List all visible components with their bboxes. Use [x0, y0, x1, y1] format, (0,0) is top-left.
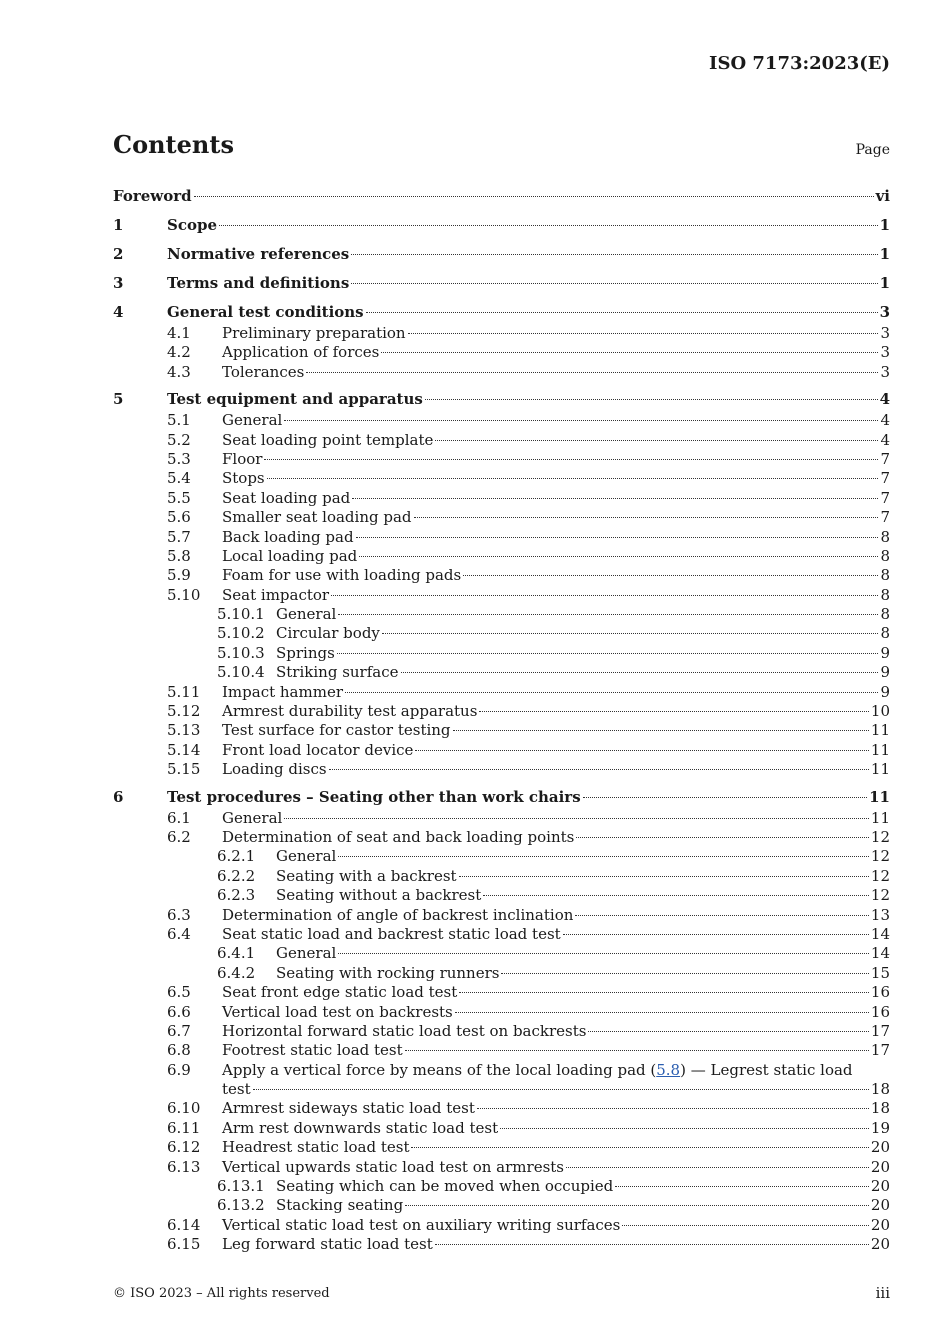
dot-leader: [477, 1108, 869, 1109]
toc-entry-page: 14: [870, 924, 890, 943]
dot-leader: [337, 653, 879, 654]
toc-entry-label: Stops: [222, 469, 265, 488]
toc-entry[interactable]: [113, 547, 890, 566]
toc-entry[interactable]: [113, 184, 890, 208]
toc-entry[interactable]: [113, 644, 890, 663]
toc-entry-label: Scope: [167, 216, 218, 234]
toc-entry-label: Stacking seating: [276, 1196, 404, 1215]
dot-leader: [366, 312, 878, 313]
footer-page-number: iii: [875, 1284, 890, 1302]
toc-entry-label: Vertical upwards static load test on armrests: [222, 1157, 564, 1176]
toc-entry[interactable]: [113, 242, 890, 266]
toc-entry-number: 6.2.1: [217, 847, 256, 866]
toc-entry-page: 8: [880, 585, 890, 604]
toc-entry[interactable]: [113, 213, 890, 237]
toc-entry[interactable]: [113, 1138, 890, 1157]
toc-entry-page: 17: [870, 1021, 890, 1040]
dot-leader: [435, 1244, 869, 1245]
toc-entry-number: 6.8: [167, 1041, 191, 1060]
toc-entry-number: 6.4.1: [217, 944, 256, 963]
toc-entry-page: 1: [879, 245, 890, 263]
dot-leader: [463, 575, 878, 576]
toc-entry-number: 6.15: [167, 1235, 201, 1254]
toc-entry-number: 6.1: [167, 808, 191, 827]
toc-entry-label: Preliminary preparation: [222, 324, 406, 342]
cross-reference-link[interactable]: 5.8: [656, 1060, 681, 1079]
toc-entry-number: 4.1: [167, 324, 191, 342]
toc-entry-number: 5.9: [167, 566, 191, 585]
toc-entry[interactable]: [113, 586, 890, 605]
dot-leader: [405, 1205, 869, 1206]
toc-entry[interactable]: [113, 809, 890, 828]
dot-leader: [408, 333, 879, 334]
toc-entry-number: 5: [113, 390, 124, 409]
toc-entry-number: 5.13: [167, 721, 201, 740]
dot-leader: [381, 352, 878, 353]
toc-entry-page: 3: [880, 343, 890, 362]
toc-entry[interactable]: [113, 431, 890, 450]
toc-entry-label: Seat front edge static load test: [222, 983, 458, 1002]
dot-leader: [566, 1167, 869, 1168]
toc-entry-page: 7: [880, 449, 890, 468]
dot-leader: [359, 556, 878, 557]
toc-entry[interactable]: [113, 702, 890, 721]
toc-entry-page: 12: [870, 866, 890, 885]
toc-entry-number: 5.6: [167, 508, 191, 527]
toc-entry-label: Smaller seat loading pad: [222, 508, 412, 527]
toc-entry[interactable]: [113, 566, 890, 585]
toc-entry-page: 9: [880, 643, 890, 662]
toc-entry-label: Seat loading point template: [222, 430, 434, 449]
toc-entry-number: 5.10.2: [217, 624, 265, 643]
dot-leader: [483, 895, 869, 896]
toc-entry-page: 3: [880, 362, 890, 381]
dot-leader: [352, 498, 878, 499]
toc-entry-label: Foam for use with loading pads: [222, 566, 462, 585]
toc-entry-page: 11: [870, 740, 890, 759]
toc-entry[interactable]: [113, 411, 890, 430]
toc-entry-label: Test surface for castor testing: [222, 721, 451, 740]
toc-entry[interactable]: [113, 683, 890, 702]
toc-entry-number: 5.15: [167, 760, 201, 779]
toc-entry[interactable]: [113, 925, 890, 944]
dot-leader: [588, 1031, 868, 1032]
toc-entry[interactable]: [113, 605, 890, 624]
dot-leader: [331, 595, 878, 596]
toc-entry[interactable]: [113, 1158, 890, 1177]
page-title: Contents: [113, 130, 234, 159]
toc-entry-number: 6: [113, 787, 124, 806]
toc-entry-label: Armrest sideways static load test: [222, 1099, 475, 1118]
toc-entry-page: 20: [870, 1177, 890, 1196]
toc-entry-label: Armrest durability test apparatus: [222, 702, 478, 721]
dot-leader: [253, 1089, 869, 1090]
toc-entry-label: Local loading pad: [222, 546, 358, 565]
toc-entry[interactable]: [113, 983, 890, 1002]
toc-entry-label: Circular body: [276, 624, 380, 643]
toc-entry-page: 12: [870, 827, 890, 846]
dot-leader: [284, 420, 878, 421]
toc-entry-page: 7: [880, 469, 890, 488]
dot-leader: [453, 730, 869, 731]
toc-entry[interactable]: [113, 300, 890, 324]
toc-entry-page: 20: [870, 1157, 890, 1176]
dot-leader: [500, 1128, 869, 1129]
toc-entry-number: 4: [113, 303, 124, 321]
toc-entry[interactable]: [113, 343, 890, 362]
toc-entry-label: Front load locator device: [222, 740, 414, 759]
toc-entry[interactable]: [113, 508, 890, 527]
dot-leader: [356, 537, 879, 538]
document-code: ISO 7173:2023(E): [709, 53, 890, 74]
toc-entry-label: Back loading pad: [222, 527, 354, 546]
page-column-label: Page: [855, 142, 890, 158]
toc-entry[interactable]: [113, 528, 890, 547]
toc-entry[interactable]: [113, 624, 890, 643]
toc-entry-label: Test equipment and apparatus: [167, 390, 423, 409]
toc-entry-number: 6.13.2: [217, 1196, 265, 1215]
toc-entry-page: 20: [870, 1235, 890, 1254]
table-of-contents: [113, 184, 890, 1255]
toc-entry-label: Leg forward static load test: [222, 1235, 433, 1254]
toc-entry-number: 6.13: [167, 1157, 201, 1176]
toc-entry-page: 4: [880, 430, 890, 449]
toc-entry-page: 8: [880, 546, 890, 565]
toc-entry-label: Apply a vertical force by means of the local loading pad (: [222, 1060, 657, 1079]
toc-entry-page: 8: [880, 605, 890, 624]
toc-entry-page: 4: [880, 411, 890, 430]
toc-entry-label: Test procedures – Seating other than work chairs: [167, 787, 581, 806]
toc-entry-label: Springs: [276, 643, 335, 662]
toc-entry-page: 20: [870, 1138, 890, 1157]
dot-leader: [345, 692, 878, 693]
toc-entry-label-continued: test: [222, 1080, 251, 1099]
dot-leader: [351, 254, 877, 255]
toc-entry-label: Application of forces: [222, 343, 380, 362]
toc-entry-page: 7: [880, 488, 890, 507]
toc-entry[interactable]: [113, 964, 890, 983]
toc-entry[interactable]: [113, 1196, 890, 1215]
toc-entry[interactable]: [113, 785, 890, 809]
dot-leader: [615, 1186, 869, 1187]
toc-entry[interactable]: [113, 1041, 890, 1060]
toc-entry-number: 6.13.1: [217, 1177, 265, 1196]
dot-leader: [306, 372, 878, 373]
toc-entry[interactable]: [113, 886, 890, 905]
toc-entry-label: Arm rest downwards static load test: [222, 1118, 499, 1137]
dot-leader: [338, 856, 869, 857]
toc-entry-label: Footrest static load test: [222, 1041, 403, 1060]
toc-entry-page: vi: [875, 187, 890, 205]
toc-entry-page: 19: [870, 1118, 890, 1137]
toc-entry-page: 10: [870, 702, 890, 721]
toc-entry[interactable]: [113, 721, 890, 740]
toc-entry-label: Floor: [222, 449, 263, 468]
toc-entry-number: 5.10.4: [217, 663, 265, 682]
toc-entry-label: Terms and definitions: [167, 274, 350, 292]
dot-leader: [563, 934, 869, 935]
footer-copyright: © ISO 2023 – All rights reserved: [113, 1286, 330, 1301]
toc-entry-number: 5.1: [167, 411, 191, 430]
toc-entry[interactable]: [113, 867, 890, 886]
toc-entry-number: 6.12: [167, 1138, 201, 1157]
toc-entry-label: Foreword: [113, 187, 192, 205]
toc-entry-number: 6.3: [167, 905, 191, 924]
toc-entry-page: 8: [880, 624, 890, 643]
toc-entry-page: 12: [870, 886, 890, 905]
dot-leader: [401, 672, 879, 673]
toc-entry[interactable]: [113, 1119, 890, 1138]
toc-entry-page: 11: [869, 787, 890, 806]
toc-entry-label: Striking surface: [276, 663, 399, 682]
toc-entry-page: 11: [870, 760, 890, 779]
toc-entry[interactable]: [113, 387, 890, 411]
toc-entry-page: 20: [870, 1196, 890, 1215]
toc-entry-number: 5.10.1: [217, 605, 265, 624]
toc-entry-number: 6.2: [167, 827, 191, 846]
toc-entry[interactable]: [113, 828, 890, 847]
dot-leader: [382, 633, 879, 634]
dot-leader: [351, 283, 877, 284]
toc-entry-number: 6.7: [167, 1021, 191, 1040]
toc-entry-number: 1: [113, 216, 124, 234]
toc-entry-page: 16: [870, 983, 890, 1002]
toc-entry-number: 6.4.2: [217, 963, 256, 982]
toc-entry-number: 2: [113, 245, 124, 263]
toc-entry-page: 15: [870, 963, 890, 982]
toc-entry-number: 5.14: [167, 740, 201, 759]
toc-entry-label: Vertical load test on backrests: [222, 1002, 453, 1021]
toc-entry-page: 3: [879, 303, 890, 321]
toc-entry-label: Seat impactor: [222, 585, 330, 604]
dot-leader: [414, 517, 879, 518]
toc-entry-number: 6.6: [167, 1002, 191, 1021]
toc-entry-number: 5.5: [167, 488, 191, 507]
toc-entry-number: 5.11: [167, 682, 201, 701]
dot-leader: [425, 399, 878, 400]
toc-entry-label: General: [276, 944, 337, 963]
toc-entry-label: Vertical static load test on auxiliary writing surfaces: [222, 1215, 621, 1234]
dot-leader: [479, 711, 869, 712]
dot-leader: [575, 915, 869, 916]
toc-entry[interactable]: [113, 450, 890, 469]
toc-entry[interactable]: [113, 363, 890, 382]
toc-entry-number: 4.3: [167, 362, 191, 381]
dot-leader: [284, 818, 869, 819]
dot-leader: [267, 478, 879, 479]
dot-leader: [194, 196, 874, 197]
toc-entry[interactable]: [113, 469, 890, 488]
toc-entry[interactable]: [113, 271, 890, 295]
toc-entry[interactable]: [113, 741, 890, 760]
toc-entry-label: General test conditions: [167, 303, 364, 321]
toc-entry-page: 20: [870, 1215, 890, 1234]
dot-leader: [219, 225, 878, 226]
toc-entry-number: 5.7: [167, 527, 191, 546]
toc-entry[interactable]: [113, 1022, 890, 1041]
toc-entry-label: Seating with rocking runners: [276, 963, 500, 982]
toc-entry-label: Normative references: [167, 245, 350, 263]
dot-leader: [501, 973, 868, 974]
toc-entry-page: 14: [870, 944, 890, 963]
dot-leader: [338, 953, 869, 954]
toc-entry-number: 3: [113, 274, 124, 292]
dot-leader: [329, 769, 869, 770]
toc-entry-number: 6.5: [167, 983, 191, 1002]
toc-entry-label: Loading discs: [222, 760, 327, 779]
toc-entry[interactable]: [113, 1061, 890, 1100]
toc-entry[interactable]: [113, 847, 890, 866]
toc-entry-page: 18: [870, 1099, 890, 1118]
toc-entry-label: Tolerances: [222, 362, 305, 381]
toc-entry-label: Seating with a backrest: [276, 866, 457, 885]
toc-entry-page: 9: [880, 663, 890, 682]
toc-entry-number: 6.9: [167, 1060, 191, 1079]
toc-entry[interactable]: [113, 760, 890, 779]
dot-leader: [435, 440, 878, 441]
toc-entry-page: 7: [880, 508, 890, 527]
dot-leader: [264, 459, 878, 460]
toc-entry-page: 8: [880, 566, 890, 585]
toc-entry[interactable]: [113, 663, 890, 682]
toc-entry-label: Headrest static load test: [222, 1138, 410, 1157]
toc-entry-page: 16: [870, 1002, 890, 1021]
toc-entry-page: 4: [879, 390, 890, 409]
toc-entry-number: 5.10.3: [217, 643, 265, 662]
toc-entry-number: 6.14: [167, 1215, 201, 1234]
toc-entry-number: 4.2: [167, 343, 191, 362]
toc-entry-number: 6.11: [167, 1118, 201, 1137]
dot-leader: [415, 750, 869, 751]
toc-entry[interactable]: [113, 1099, 890, 1118]
toc-entry-label: Seat loading pad: [222, 488, 351, 507]
dot-leader: [622, 1225, 869, 1226]
dot-leader: [459, 876, 869, 877]
toc-entry-label: Determination of angle of backrest inclination: [222, 905, 574, 924]
toc-entry-label: Impact hammer: [222, 682, 343, 701]
dot-leader: [455, 1012, 869, 1013]
dot-leader: [405, 1050, 869, 1051]
toc-entry-number: 5.8: [167, 546, 191, 565]
dot-leader: [338, 614, 878, 615]
toc-entry-page: 13: [870, 905, 890, 924]
toc-entry-page: 17: [870, 1041, 890, 1060]
toc-entry-label: General: [222, 411, 283, 430]
dot-leader: [583, 797, 867, 798]
dot-leader: [459, 992, 869, 993]
toc-entry[interactable]: [113, 944, 890, 963]
toc-entry-number: 5.2: [167, 430, 191, 449]
toc-entry-label: Horizontal forward static load test on backrests: [222, 1021, 587, 1040]
toc-entry-label-suffix: ) — Legrest static load: [680, 1060, 853, 1079]
toc-entry-label: General: [222, 808, 283, 827]
toc-entry-label: General: [276, 847, 337, 866]
dot-leader: [576, 837, 869, 838]
toc-entry-number: 5.3: [167, 449, 191, 468]
toc-entry-label: General: [276, 605, 337, 624]
dot-leader: [411, 1147, 868, 1148]
toc-entry-number: 6.10: [167, 1099, 201, 1118]
toc-entry-number: 5.4: [167, 469, 191, 488]
toc-entry-page: 12: [870, 847, 890, 866]
toc-entry-number: 5.10: [167, 585, 201, 604]
toc-entry-page: 11: [870, 808, 890, 827]
toc-entry-page: 1: [879, 216, 890, 234]
toc-entry-number: 6.2.3: [217, 886, 256, 905]
toc-entry[interactable]: [113, 1235, 890, 1254]
toc-entry-number: 6.4: [167, 924, 191, 943]
toc-entry[interactable]: [113, 1216, 890, 1235]
toc-entry-label: Seating without a backrest: [276, 886, 482, 905]
toc-entry-page: 9: [880, 682, 890, 701]
toc-entry-page: 3: [880, 324, 890, 342]
toc-entry[interactable]: [113, 324, 890, 343]
toc-entry[interactable]: [113, 906, 890, 925]
toc-entry-label: Seat static load and backrest static load test: [222, 924, 561, 943]
toc-entry[interactable]: [113, 489, 890, 508]
toc-entry-page: 18: [870, 1080, 890, 1099]
toc-entry-number: 5.12: [167, 702, 201, 721]
toc-entry-number: 6.2.2: [217, 866, 256, 885]
toc-entry[interactable]: [113, 1003, 890, 1022]
toc-entry[interactable]: [113, 1177, 890, 1196]
toc-entry-label: Determination of seat and back loading points: [222, 827, 575, 846]
toc-entry-page: 11: [870, 721, 890, 740]
toc-entry-page: 8: [880, 527, 890, 546]
toc-entry-page: 1: [879, 274, 890, 292]
toc-entry-label: Seating which can be moved when occupied: [276, 1177, 614, 1196]
